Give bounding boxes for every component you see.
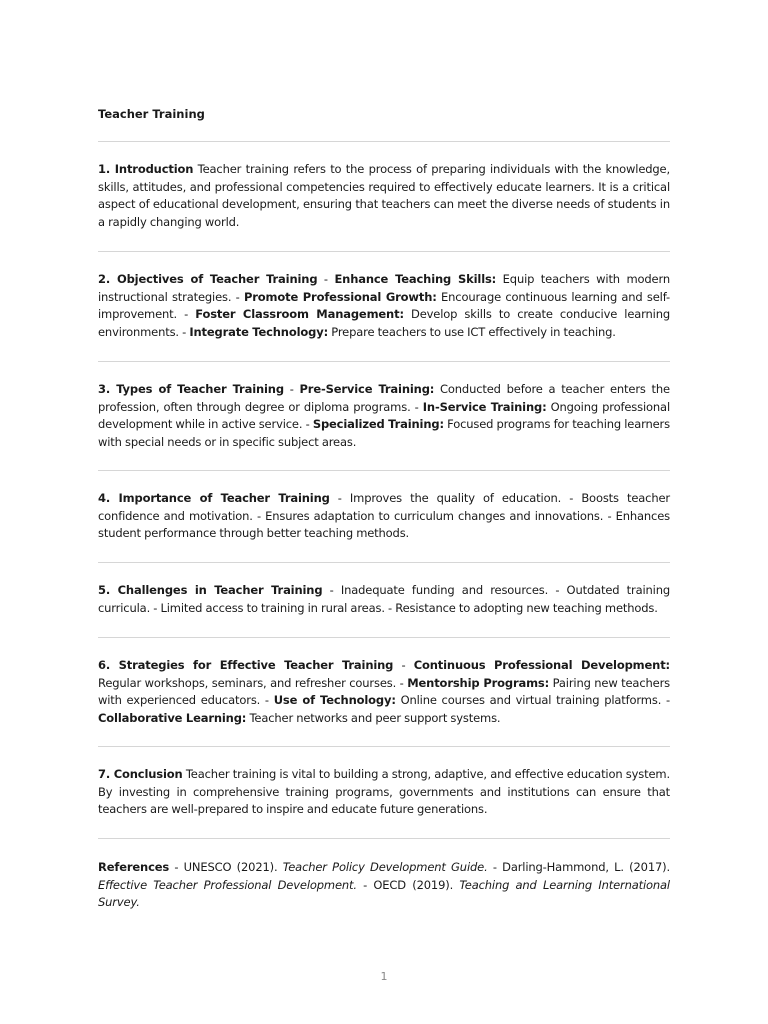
item-term: Enhance Teaching Skills: xyxy=(334,272,497,286)
item-term: Continuous Professional Development: xyxy=(413,658,670,672)
section-divider xyxy=(98,361,670,362)
item-term: Promote Professional Growth: xyxy=(243,289,437,304)
list-item: Limited access to training in rural areas. xyxy=(160,600,385,615)
item-text: Online courses and virtual training platforms. xyxy=(400,693,662,708)
section-introduction xyxy=(98,161,670,231)
item-term: Specialized Training: xyxy=(312,417,444,432)
item-text: Prepare teachers to use ICT effectively in teaching. xyxy=(331,324,616,339)
item-text: Equip teachers with modern instructional strategies. xyxy=(98,272,670,304)
section-heading: 2. Objectives of Teacher Training xyxy=(98,272,318,286)
reference-author: Darling-Hammond, L. (2017). xyxy=(502,860,671,874)
item-term: Mentorship Programs: xyxy=(407,675,550,690)
item-text: Pairing new teachers with experienced educators. xyxy=(98,675,670,708)
section-divider xyxy=(98,141,670,142)
section-divider xyxy=(98,251,670,252)
item-text: Encourage continuous learning and self-improvement. xyxy=(98,289,670,322)
item-text: Teacher networks and peer support systems. xyxy=(249,710,501,725)
list-item: Resistance to adopting new teaching methods. xyxy=(395,600,658,615)
list-item: Outdated training curricula. xyxy=(98,583,670,615)
section-heading: 3. Types of Teacher Training xyxy=(98,382,284,396)
item-term: Integrate Technology: xyxy=(189,324,329,339)
section-heading: 5. Challenges in Teacher Training xyxy=(98,583,323,597)
page-title: Teacher Training xyxy=(98,107,205,121)
section-text: Teacher training is vital to building a strong, adaptive, and effective education system. By investing in comprehensive training programs, governments and institutions can ensure that teachers are well-prepared to inspire and educate future generations. xyxy=(98,767,670,817)
reference-author: UNESCO (2021). xyxy=(183,860,278,874)
section-divider xyxy=(98,562,670,563)
item-term: Pre-Service Training: xyxy=(299,382,435,396)
list-item: Improves the quality of education. xyxy=(349,491,562,505)
section-heading: 4. Importance of Teacher Training xyxy=(98,491,330,505)
list-item: Enhances student performance through better teaching methods. xyxy=(98,508,670,541)
list-item: Boosts teacher confidence and motivation. xyxy=(98,491,670,523)
section-heading: 7. Conclusion xyxy=(98,767,183,781)
section-divider xyxy=(98,470,670,471)
section-importance: 4. Importance of Teacher Training - Improves the quality of education. - Boosts teacher confidence and motivation. - Ensures adaptation to curriculum changes and innovations. - Enhances student performance through better teaching methods. xyxy=(98,491,670,541)
reference-author: OECD (2019). xyxy=(373,877,454,892)
section-challenges: 5. Challenges in Teacher Training - Inadequate funding and resources. - Outdated training curricula. - Limited access to training in rural areas. - Resistance to adopting new teaching methods. xyxy=(98,583,670,615)
item-text: Focused programs for teaching learners with special needs or in specific subject areas. xyxy=(98,417,670,449)
item-text: Conducted before a teacher enters the profession, often through degree or diploma programs. xyxy=(98,382,670,414)
section-heading: 6. Strategies for Effective Teacher Training xyxy=(98,658,394,672)
item-term: Collaborative Learning: xyxy=(98,710,247,725)
page-number: 1 xyxy=(380,970,388,983)
section-conclusion xyxy=(98,766,670,819)
reference-title: Effective Teacher Professional Development. xyxy=(98,877,357,892)
section-divider xyxy=(98,746,670,747)
list-item: Ensures adaptation to curriculum changes and innovations. xyxy=(265,508,604,523)
section-references: References - UNESCO (2021). Teacher Policy Development Guide. - Darling-Hammond, L. (2017). Effective Teacher Professional Development. - OECD (2019). Teaching and Learning International Survey. xyxy=(98,860,671,910)
section-objectives: 2. Objectives of Teacher Training - Enhance Teaching Skills: Equip teachers with modern instructional strategies. - Promote Professional Growth: Encourage continuous learning and self-improvement. - Foster Classroom Management: Develop skills to create conducive learning environments. - Integrate Technology: Prepare teachers to use ICT effectively in teaching. xyxy=(98,272,670,339)
reference-title: Teaching and Learning International Survey. xyxy=(98,877,670,910)
section-heading: References xyxy=(98,860,170,874)
list-item: Inadequate funding and resources. xyxy=(340,583,549,597)
reference-title: Teacher Policy Development Guide. xyxy=(282,860,488,874)
item-term: Use of Technology: xyxy=(273,693,396,708)
item-term: Foster Classroom Management: xyxy=(195,307,404,322)
section-divider xyxy=(98,838,670,839)
item-text: Ongoing professional development while in active service. xyxy=(98,399,670,432)
section-types: 3. Types of Teacher Training - Pre-Service Training: Conducted before a teacher enters the profession, often through degree or diploma programs. - In-Service Training: Ongoing professional development while in active service. - Specialized Training: Focused programs for teaching learners with special needs or in specific subject areas. xyxy=(98,382,670,449)
item-text: Regular workshops, seminars, and refresher courses. xyxy=(98,675,397,690)
section-strategies: 6. Strategies for Effective Teacher Training - Continuous Professional Development: Regular workshops, seminars, and refresher courses. - Mentorship Programs: Pairing new teachers with experienced educators. - Use of Technology: Online courses and virtual training platforms. - Collaborative Learning: Teacher networks and peer support systems. xyxy=(98,658,670,725)
section-text: Teacher training refers to the process of preparing individuals with the knowledge, skills, attitudes, and professional competencies required to effectively educate learners. It is a critical aspect of educational development, ensuring that teachers can meet the diverse needs of students in a rapidly changing world. xyxy=(98,162,670,229)
item-term: In-Service Training: xyxy=(422,399,547,414)
section-heading: 1. Introduction xyxy=(98,162,194,176)
section-divider xyxy=(98,637,670,638)
item-text: Develop skills to create conducive learning environments. xyxy=(98,307,670,339)
